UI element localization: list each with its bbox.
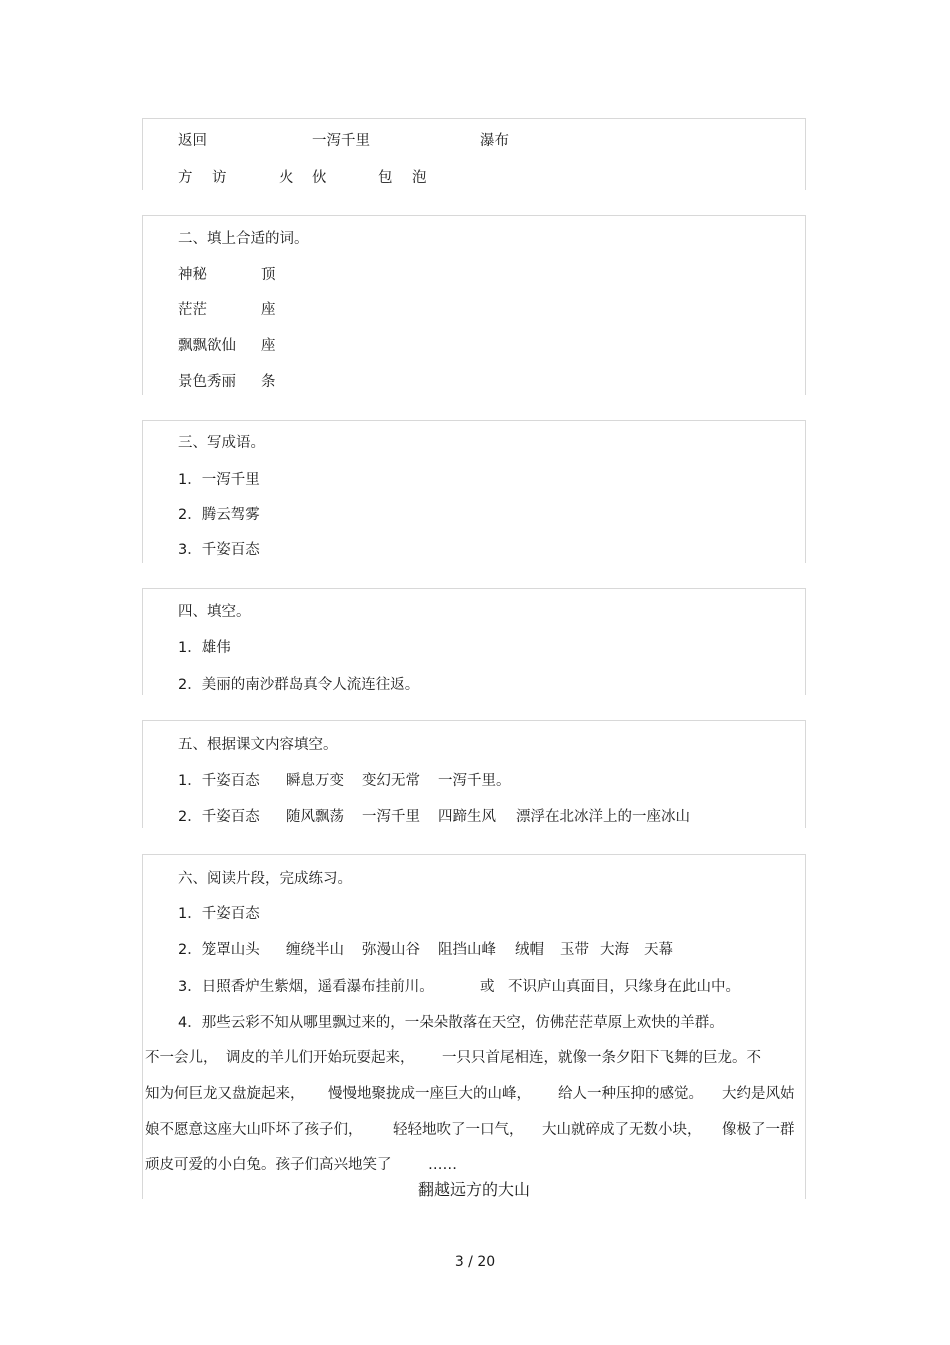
s1-char-4: 伙 xyxy=(312,170,327,186)
s6-i4-l4-d: 像极了一群 xyxy=(722,1122,795,1138)
s6-i2-e: 绒帽 xyxy=(515,942,544,958)
section-5-heading: 五、根据课文内容填空。 xyxy=(178,737,338,753)
s6-item-1: 1．千姿百态 xyxy=(178,906,260,922)
s5-i2-d: 四蹄生风 xyxy=(438,809,496,825)
s6-i3-a: 3．日照香炉生紫烟，遥看瀑布挂前川。 xyxy=(178,979,434,995)
s3-item-3: 3．千姿百态 xyxy=(178,542,260,558)
s5-i1-c: 变幻无常 xyxy=(362,773,420,789)
s5-i1-a: 1．千姿百态 xyxy=(178,773,260,789)
s5-i2-c: 一泻千里 xyxy=(362,809,420,825)
s6-i4-l3-a: 知为何巨龙又盘旋起来， xyxy=(145,1086,305,1102)
s2-row4-word: 景色秀丽 xyxy=(178,374,236,390)
s1-char-6: 泡 xyxy=(412,170,427,186)
s6-i3-b: 或 xyxy=(480,979,495,995)
section-1-box xyxy=(142,118,806,190)
s6-i2-h: 天幕 xyxy=(644,942,673,958)
s6-i2-f: 玉带 xyxy=(560,942,589,958)
s1-char-5: 包 xyxy=(378,170,393,186)
s3-item-1: 1．一泻千里 xyxy=(178,472,260,488)
s6-i2-d: 阻挡山峰 xyxy=(438,942,496,958)
page-indicator: 3 / 20 xyxy=(454,1254,496,1270)
s6-i4-l5-b: …… xyxy=(428,1157,457,1173)
s5-i2-e: 漂浮在北冰洋上的一座冰山 xyxy=(516,809,690,825)
s6-i4-l3-d: 大约是风姑 xyxy=(722,1086,795,1102)
s1-char-1: 方 xyxy=(178,170,193,186)
s6-i2-a: 2．笼罩山头 xyxy=(178,942,260,958)
s6-i4-l3-c: 给人一种压抑的感觉。 xyxy=(558,1086,703,1102)
s1-word-2: 一泻千里 xyxy=(312,133,370,149)
s2-row2-measure: 座 xyxy=(261,302,276,318)
s2-row2-word: 茫茫 xyxy=(178,302,207,318)
s5-i2-b: 随风飘荡 xyxy=(286,809,344,825)
s6-i2-c: 弥漫山谷 xyxy=(362,942,420,958)
section-4-heading: 四、填空。 xyxy=(178,604,251,620)
s5-i1-d: 一泻千里。 xyxy=(438,773,511,789)
passage-title: 翻越远方的大山 xyxy=(417,1180,530,1199)
s6-i4-l2-a: 不一会儿， xyxy=(145,1050,218,1066)
s2-row4-measure: 条 xyxy=(261,374,276,390)
s6-i2-g: 大海 xyxy=(600,942,629,958)
section-3-heading: 三、写成语。 xyxy=(178,435,265,451)
s2-row3-word: 飘飘欲仙 xyxy=(178,338,236,354)
s6-i4-l5-a: 顽皮可爱的小白兔。孩子们高兴地笑了 xyxy=(145,1157,392,1173)
section-2-heading: 二、填上合适的词。 xyxy=(178,231,309,247)
s6-i4-l4-b: 轻轻地吹了一口气， xyxy=(393,1122,524,1138)
s6-i4-l3-b: 慢慢地聚拢成一座巨大的山峰， xyxy=(328,1086,531,1102)
s1-char-3: 火 xyxy=(279,170,294,186)
s6-i2-b: 缠绕半山 xyxy=(286,942,344,958)
s6-i4-l4-a: 娘不愿意这座大山吓坏了孩子们， xyxy=(145,1122,363,1138)
s4-item-1: 1．雄伟 xyxy=(178,640,231,656)
s5-i1-b: 瞬息万变 xyxy=(286,773,344,789)
s2-row1-word: 神秘 xyxy=(178,267,207,283)
s6-i3-c: 不识庐山真面目，只缘身在此山中。 xyxy=(508,979,740,995)
s6-i4-l2-c: 一只只首尾相连，就像一条夕阳下飞舞的巨龙。不 xyxy=(442,1050,761,1066)
s1-word-1: 返回 xyxy=(178,133,207,149)
s6-i4-l2-b: 调皮的羊儿们开始玩耍起来， xyxy=(226,1050,415,1066)
s6-item-4-line-1: 4．那些云彩不知从哪里飘过来的，一朵朵散落在天空，仿佛茫茫草原上欢快的羊群。 xyxy=(178,1015,724,1031)
s6-i4-l4-c: 大山就碎成了无数小块， xyxy=(542,1122,702,1138)
s1-char-2: 访 xyxy=(212,170,227,186)
s5-i2-a: 2．千姿百态 xyxy=(178,809,260,825)
s4-item-2: 2．美丽的南沙群岛真令人流连往返。 xyxy=(178,677,420,693)
section-6-heading: 六、阅读片段，完成练习。 xyxy=(178,871,352,887)
s2-row1-measure: 顶 xyxy=(261,267,276,283)
s3-item-2: 2．腾云驾雾 xyxy=(178,507,260,523)
s2-row3-measure: 座 xyxy=(261,338,276,354)
s1-word-3: 瀑布 xyxy=(480,133,509,149)
